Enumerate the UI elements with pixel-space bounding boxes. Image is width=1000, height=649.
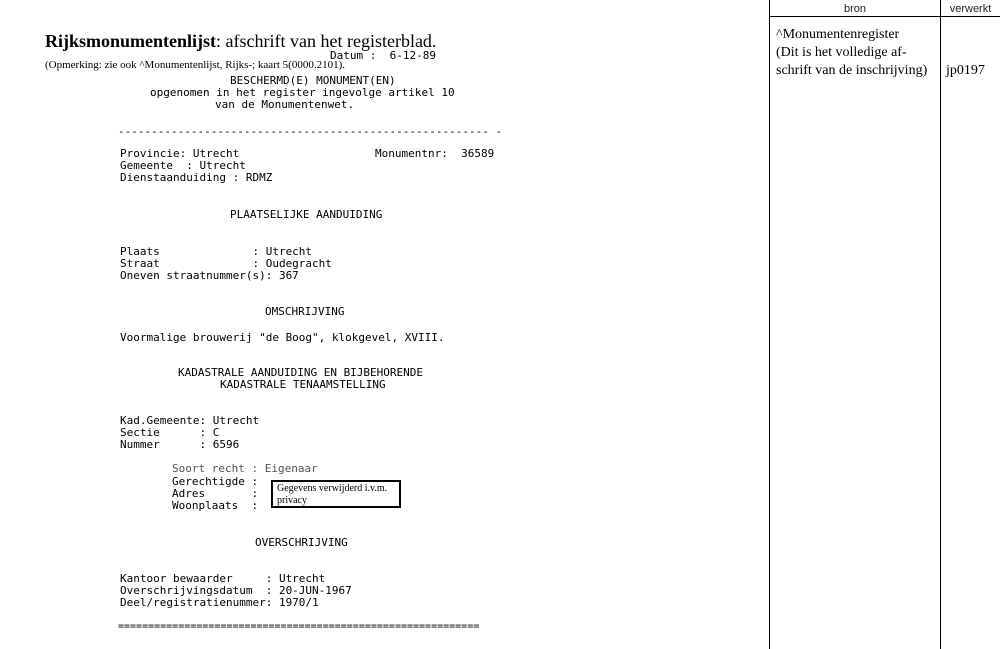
doc-heading-3: van de Monumentenwet. — [215, 98, 355, 111]
deel-registratienummer: Deel/registratienummer: 1970/1 — [120, 596, 319, 609]
title-rest: : afschrift van het registerblad. — [216, 31, 437, 51]
title-note: (Opmerking: zie ook ^Monumentenlijst, Rijks-; kaart 5(0000.2101). — [45, 59, 345, 71]
straat: Straat : Oudegracht — [120, 257, 332, 270]
privacy-redaction-box: Gegevens verwijderd i.v.m. privacy — [271, 480, 401, 508]
monumentnr: Monumentnr: 36589 — [375, 147, 495, 160]
doc-datum: Datum : 6-12-89 — [330, 49, 436, 62]
kantoor-bewaarder: Kantoor bewaarder : Utrecht — [120, 572, 326, 585]
oneven-straatnummer: Oneven straatnummer(s): 367 — [120, 269, 299, 282]
section-kadastrale-2: KADASTRALE TENAAMSTELLING — [220, 378, 386, 391]
overschrijvingsdatum: Overschrijvingsdatum : 20-JUN-1967 — [120, 584, 352, 597]
omschrijving-text: Voormalige brouwerij "de Boog", klokgevel, XVIII. — [120, 331, 445, 344]
dienstaanduiding: Dienstaanduiding : RDMZ — [120, 171, 273, 184]
rule-top: -------------------------------------------------------- - — [118, 125, 503, 138]
section-kadastrale-1: KADASTRALE AANDUIDING EN BIJBEHORENDE — [178, 366, 424, 379]
bron-line-2: (Dit is het volledige af- — [776, 45, 907, 60]
column-header-rule — [770, 16, 1000, 17]
gerechtigde-label: Gerechtigde : — [172, 475, 259, 488]
section-overschrijving: OVERSCHRIJVING — [255, 536, 348, 549]
soort-recht: Soort recht : Eigenaar — [172, 462, 318, 475]
column-header-bron: bron — [843, 3, 867, 15]
bron-line-1: ^Monumentenregister — [776, 27, 900, 42]
bron-line-3: schrift van de inschrijving) — [776, 63, 928, 78]
kad-gemeente: Kad.Gemeente: Utrecht — [120, 414, 260, 427]
provincie: Provincie: Utrecht — [120, 147, 240, 160]
column-header-verwerkt: verwerkt — [949, 3, 992, 15]
rule-bottom: ============================================================ — [118, 621, 480, 632]
section-plaatselijke: PLAATSELIJKE AANDUIDING — [230, 208, 383, 221]
page-title — [36, 10, 436, 73]
doc-heading-2: opgenomen in het register ingevolge artikel 10 — [150, 86, 455, 99]
nummer: Nummer : 6596 — [120, 438, 240, 451]
gemeente: Gemeente : Utrecht — [120, 159, 246, 172]
column-divider-right — [940, 0, 941, 649]
verwerkt-value: jp0197 — [946, 63, 985, 78]
sectie: Sectie : C — [120, 426, 220, 439]
section-omschrijving: OMSCHRIJVING — [265, 305, 345, 318]
title-bold: Rijksmonumentenlijst — [45, 31, 217, 51]
adres-label: Adres : — [172, 487, 259, 500]
doc-heading-1: BESCHERMD(E) MONUMENT(EN) — [230, 74, 396, 87]
woonplaats-label: Woonplaats : — [172, 499, 259, 512]
plaats: Plaats : Utrecht — [120, 245, 313, 258]
column-divider-left — [769, 0, 770, 649]
